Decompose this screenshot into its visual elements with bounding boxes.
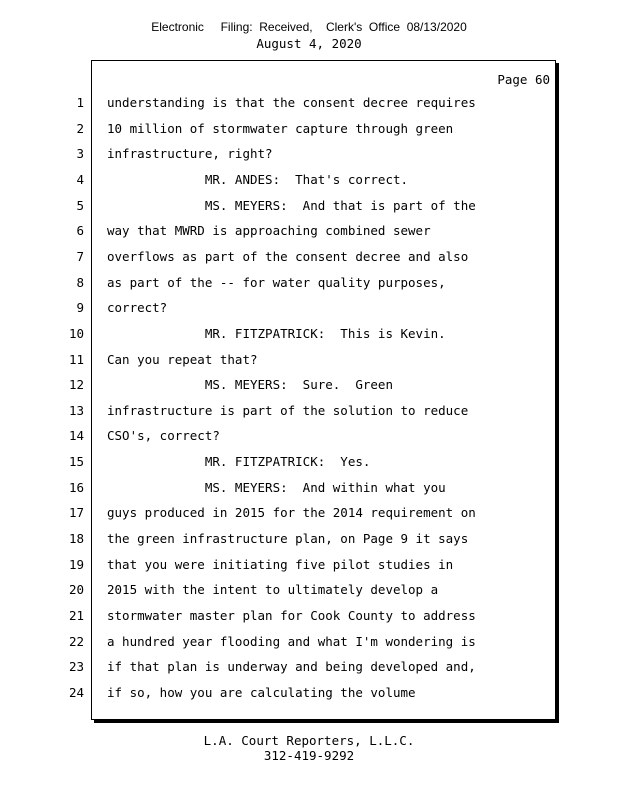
line-number: 4: [76, 171, 84, 187]
transcript-line: [0, 223, 618, 243]
line-number: 6: [76, 223, 84, 239]
transcript-line: [0, 198, 618, 218]
line-number: 8: [76, 274, 84, 290]
line-text: infrastructure, right?: [107, 146, 273, 162]
transcript-line: [0, 95, 618, 115]
transcript-line: [0, 454, 618, 474]
line-text: MR. FITZPATRICK: This is Kevin.: [107, 325, 446, 341]
line-number: 24: [68, 684, 84, 700]
line-text: Can you repeat that?: [107, 351, 258, 367]
line-text: MR. FITZPATRICK: Yes.: [107, 454, 371, 470]
line-text: way that MWRD is approaching combined sewer: [107, 223, 431, 239]
line-number: 15: [68, 454, 84, 470]
line-text: understanding is that the consent decree requires: [107, 95, 476, 110]
line-number: 21: [68, 608, 84, 623]
line-text: overflows as part of the consent decree and also: [107, 248, 469, 264]
transcript-line: [0, 480, 618, 500]
line-number: 14: [68, 428, 84, 444]
line-number: 13: [68, 402, 84, 418]
line-text: infrastructure is part of the solution to reduce: [107, 402, 469, 418]
line-number: 12: [68, 377, 84, 393]
page-number: Page 60: [497, 72, 550, 87]
line-text: 2015 with the intent to ultimately develop a: [107, 582, 439, 598]
line-number: 10: [68, 325, 84, 341]
line-text: as part of the -- for water quality purposes,: [107, 274, 446, 290]
line-text: stormwater master plan for Cook County to address: [107, 608, 476, 623]
line-text: CSO's, correct?: [107, 428, 220, 444]
line-number: 16: [68, 479, 84, 495]
line-number: 23: [68, 659, 84, 675]
line-number: 17: [68, 505, 84, 521]
transcript-line: [0, 146, 618, 166]
transcript-line: [0, 531, 618, 551]
line-number: 5: [76, 197, 84, 213]
line-number: 20: [68, 582, 84, 598]
line-number: 19: [68, 556, 84, 572]
transcript-line: [0, 172, 618, 192]
transcript-line: [0, 275, 618, 295]
line-text: if that plan is underway and being developed and,: [107, 659, 476, 675]
transcript-line: [0, 608, 618, 628]
line-number: 11: [68, 351, 84, 367]
transcript-line: [0, 634, 618, 654]
line-text: a hundred year flooding and what I'm wondering is: [107, 633, 476, 649]
transcript-line: [0, 300, 618, 320]
line-text: MR. ANDES: That's correct.: [107, 171, 409, 187]
line-number: 18: [68, 531, 84, 547]
line-text: MS. MEYERS: Sure. Green: [107, 377, 393, 393]
line-number: 7: [76, 248, 84, 264]
transcript-line: [0, 685, 618, 705]
transcript-line: [0, 121, 618, 141]
filing-stamp: Electronic Filing: Received, Clerk's Office 08/13/2020: [151, 20, 467, 34]
line-text: the green infrastructure plan, on Page 9 it says: [107, 531, 469, 547]
line-text: MS. MEYERS: And that is part of the: [107, 197, 476, 213]
transcript-line: [0, 403, 618, 423]
line-text: MS. MEYERS: And within what you: [107, 479, 446, 495]
line-number: 22: [68, 633, 84, 649]
line-number: 3: [76, 146, 84, 162]
transcript-line: [0, 352, 618, 372]
line-text: guys produced in 2015 for the 2014 requirement on: [107, 505, 476, 521]
court-reporter-name: L.A. Court Reporters, L.L.C.: [203, 733, 415, 748]
transcript-line: [0, 659, 618, 679]
line-text: that you were initiating five pilot studies in: [107, 556, 454, 572]
court-reporter-phone: 312-419-9292: [263, 748, 355, 763]
transcript-line: [0, 377, 618, 397]
line-number: 2: [76, 120, 84, 136]
line-text: correct?: [107, 300, 168, 316]
line-text: if so, how you are calculating the volume: [107, 684, 416, 700]
transcript-line: [0, 557, 618, 577]
transcript-line: [0, 582, 618, 602]
transcript-line: [0, 505, 618, 525]
transcript-line: [0, 326, 618, 346]
line-text: 10 million of stormwater capture through green: [107, 120, 454, 136]
transcript-line: [0, 428, 618, 448]
line-number: 9: [76, 300, 84, 316]
line-number: 1: [76, 95, 84, 110]
transcript-line: [0, 249, 618, 269]
hearing-date: August 4, 2020: [256, 36, 362, 51]
